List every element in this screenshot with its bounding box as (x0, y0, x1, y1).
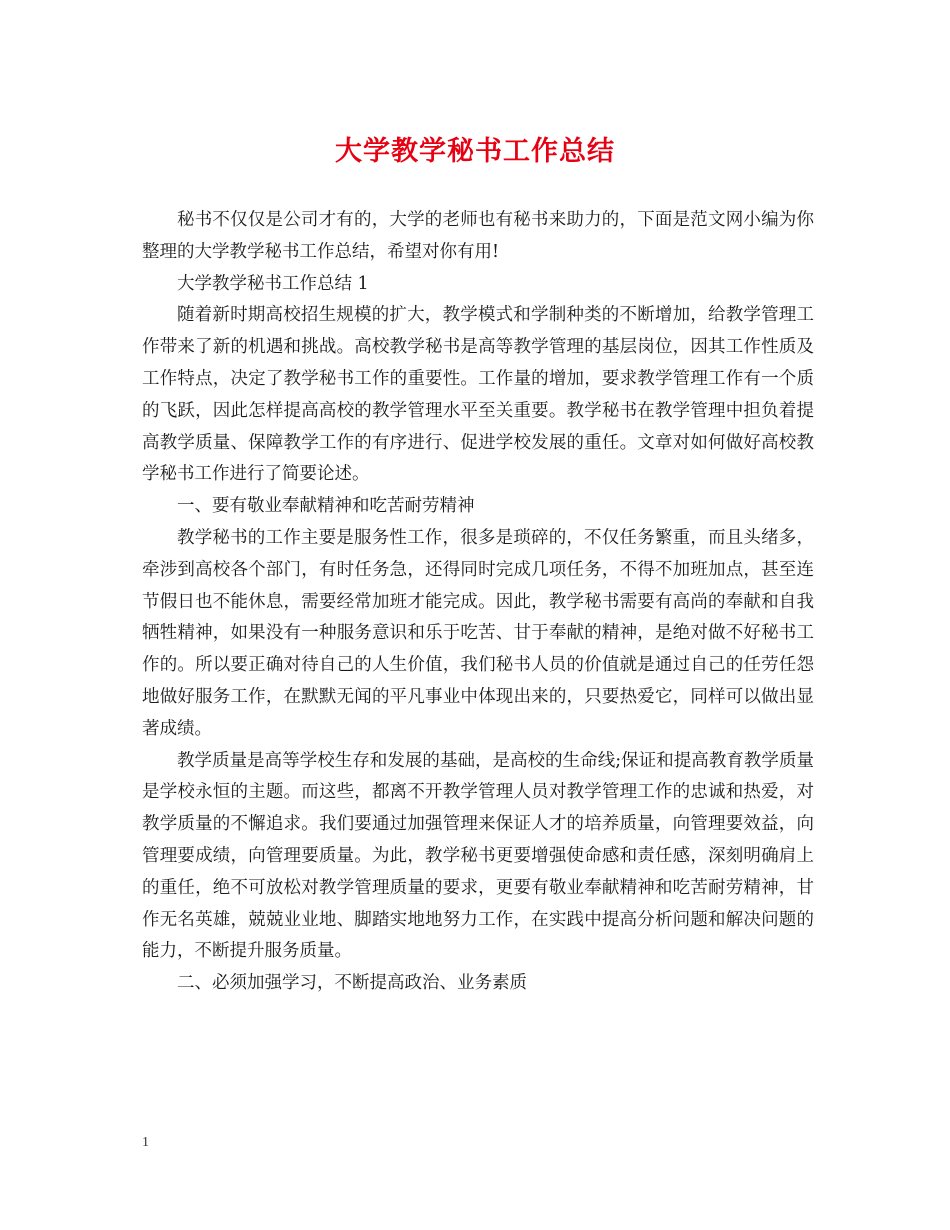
document-title: 大学教学秘书工作总结 (335, 136, 615, 167)
intro-paragraph: 秘书不仅仅是公司才有的，大学的老师也有秘书来助力的，下面是范文网小编为你整理的大学教学秘书工作总结，希望对你有用! (142, 210, 814, 262)
body-paragraph: 随着新时期高校招生规模的扩大，教学模式和学制种类的不断增加，给教学管理工作带来了新的机遇和挑战。高校教学秘书是高等教学管理的基层岗位，因其工作性质及工作特点，决定了教学秘书工作的重要性。工作量的增加，要求教学管理工作有一个质的飞跃，因此怎样提高高校的教学管理水平至关重要。教学秘书在教学管理中担负着提高教学质量、保障教学工作的有序进行、促进学校发展的重任。文章对如何做好高校教学秘书工作进行了简要论述。 (142, 305, 814, 485)
body-paragraph: 教学质量是高等学校生存和发展的基础，是高校的生命线;保证和提高教育教学质量是学校永恒的主题。而这些，都离不开教学管理人员对教学管理工作的忠诚和热爱，对教学质量的不懈追求。我们要通过加强管理来保证人才的培养质量，向管理要效益，向管理要成绩，向管理要质量。为此，教学秘书更要增强使命感和责任感，深刻明确肩上的重任，绝不可放松对教学管理质量的要求，更要有敬业奉献精神和吃苦耐劳精神，甘作无名英雄，兢兢业业地、脚踏实地地努力工作，在实践中提高分析问题和解决问题的能力，不断提升服务质量。 (142, 750, 814, 962)
document-body (142, 205, 814, 1000)
body-paragraph: 教学秘书的工作主要是服务性工作，很多是琐碎的，不仅任务繁重，而且头绪多，牵涉到高校各个部门，有时任务急，还得同时完成几项任务，不得不加班加点，甚至连节假日也不能休息，需要经常加班才能完成。因此，教学秘书需要有高尚的奉献和自我牺牲精神，如果没有一种服务意识和乐于吃苦、甘于奉献的精神，是绝对做不好秘书工作的。所以要正确对待自己的人生价值，我们秘书人员的价值就是通过自己的任劳任怨地做好服务工作，在默默无闻的平凡事业中体现出来的，只要热爱它，同样可以做出显著成绩。 (142, 527, 814, 739)
section-heading-summary-1: 大学教学秘书工作总结 1 (177, 273, 369, 294)
section-heading-one: 一、要有敬业奉献精神和吃苦耐劳精神 (177, 496, 475, 517)
section-heading-two: 二、必须加强学习，不断提高政治、业务素质 (177, 973, 527, 994)
page-number: 1 (142, 1135, 149, 1150)
